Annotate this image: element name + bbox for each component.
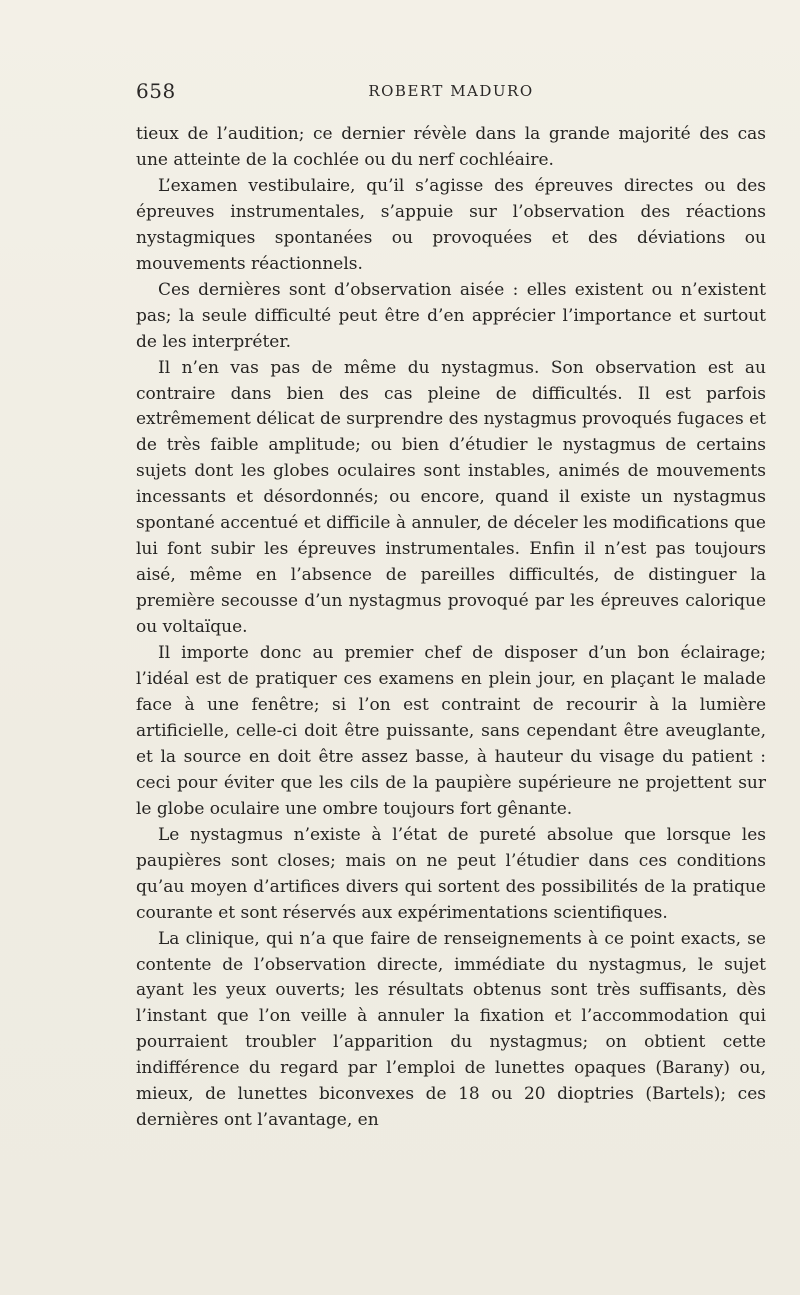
- page-header: [136, 79, 766, 105]
- paragraph: Il importe donc au premier chef de disposer d’un bon éclairage; l’idéal est de pratiquer ces examens en plein jour, en plaçant le malade face à une fenêtre; si l’on est contraint de recourir à la lumière artificielle, celle-ci doit être puissante, sans cependant être aveuglante, et la source en doit être assez basse, à hauteur du visage du patient : ceci pour éviter que les cils de la paupière supérieure ne projettent sur le globe oculaire une ombre toujours fort gênante.: [136, 643, 766, 819]
- paragraph: Il n’en vas pas de même du nystagmus. Son observation est au contraire dans bien des cas pleine de difficultés. Il est parfois extrêmement délicat de surprendre des nystagmus provoqués fugaces et de très faible amplitude; ou bien d’étudier le nystagmus de certains sujets dont les globes oculaires sont instables, animés de mouvements incessants et désordonnés; ou encore, quand il existe un nystagmus spontané accentué et difficile à annuler, de déceler les modifications que lui font subir les épreuves instrumentales. Enfin il n’est pas toujours aisé, même en l’absence de pareilles difficultés, de distinguer la première secousse d’un nystagmus provoqué par les épreuves calorique ou voltaïque.: [136, 357, 766, 638]
- body-text: [136, 122, 766, 1134]
- paragraph-continued: tieux de l’audition; ce dernier révèle dans la grande majorité des cas une atteinte de la cochlée ou du nerf cochléaire.: [136, 124, 766, 170]
- paragraph: Ces dernières sont d’observation aisée : elles existent ou n’existent pas; la seule difficulté peut être d’en apprécier l’importance et surtout de les interpréter.: [136, 279, 766, 352]
- paragraph: La clinique, qui n’a que faire de renseignements à ce point exacts, se contente de l’observation directe, immédiate du nystagmus, le sujet ayant les yeux ouverts; les résultats obtenus sont très suffisants, dès l’instant que l’on veille à annuler la fixation et l’accommodation qui pourraient troubler l’apparition du nystagmus; on obtient cette indifférence du regard par l’emploi de lunettes opaques (Barany) ou, mieux, de lunettes biconvexes de 18 ou 20 dioptries (Bartels); ces dernières ont l’avantage, en: [136, 928, 766, 1131]
- page-number: 658: [136, 79, 176, 103]
- paragraph: Le nystagmus n’existe à l’état de pureté absolue que lorsque les paupières sont closes; mais on ne peut l’étudier dans ces conditions qu’au moyen d’artifices divers qui sortent des possibilités de la pratique courante et sont réservés aux expérimentations scientifiques.: [136, 824, 766, 923]
- running-title: ROBERT MADURO: [368, 82, 534, 100]
- paragraph: L’examen vestibulaire, qu’il s’agisse des épreuves directes ou des épreuves instrumentales, s’appuie sur l’observation des réactions nystagmiques spontanées ou provoquées et des déviations ou mouvements réactionnels.: [136, 175, 766, 274]
